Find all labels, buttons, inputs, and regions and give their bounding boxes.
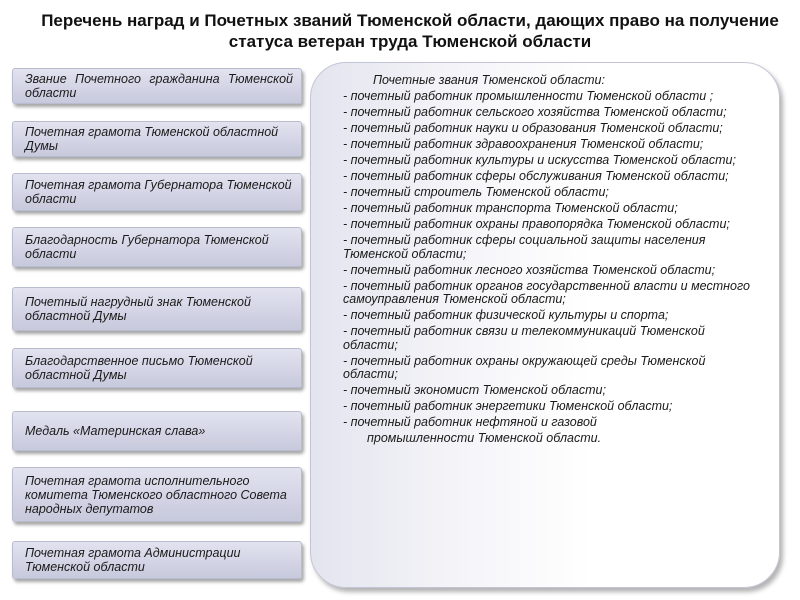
list-item: - почетный работник сферы обслуживания Тюменской области; [343,169,729,184]
award-governor-certificate [12,173,302,211]
list-item: - почетный работник науки и образования Тюменской области; [343,121,723,136]
award-governor-gratitude [12,227,302,267]
award-honorary-citizen [12,68,302,104]
list-item: - почетный работник сельского хозяйства Тюменской области; [343,105,727,120]
award-administration-certificate [12,541,302,579]
award-label: Почетный нагрудный знак Тюменской областной Думы [25,295,251,323]
list-item: - почетный работник физической культуры и спорта; [343,308,669,323]
award-executive-committee-certificate [12,467,302,522]
award-duma-certificate [12,121,302,157]
list-item: - почетный работник лесного хозяйства Тюменской области; [343,262,716,277]
list-item: - почетный работник энергетики Тюменской области; [343,399,673,414]
list-item: - почетный работник органов государственной власти и местного самоуправления Тюменской области; [343,278,750,307]
list-item: - почетный работник промышленности Тюменской области ; [343,89,714,104]
award-maternal-glory-medal [12,411,302,451]
list-item: - почетный работник здравоохранения Тюменской области; [343,137,704,152]
list-item: - почетный работник нефтяной и газовой [343,415,597,430]
award-duma-letter [12,348,302,388]
list-item: - почетный работник охраны окружающей среды Тюменской области; [343,353,706,382]
page-title: Перечень наград и Почетных званий Тюменской области, дающих право на получение статуса ветеран труда Тюменской области [41,11,779,51]
list-item: - почетный работник охраны правопорядка Тюменской области; [343,217,730,232]
list-item: - почетный экономист Тюменской области; [343,383,606,398]
list-item: - почетный работник транспорта Тюменской области; [343,201,678,216]
award-duma-badge [12,287,302,331]
award-label: Благодарственное письмо Тюменской областной Думы [25,354,253,382]
award-label: Медаль «Материнская слава» [25,424,206,438]
list-item: - почетный работник культуры и искусства Тюменской области; [343,153,736,168]
honorary-titles-list [343,90,755,445]
list-item: - почетный строитель Тюменской области; [343,185,609,200]
award-label: Благодарность Губернатора Тюменской области [25,233,269,261]
list-item: - почетный работник сферы социальной защиты населения Тюменской области; [343,233,706,261]
award-label: Звание Почетного гражданина Тюменской области [25,72,293,100]
award-label: Почетная грамота Тюменской областной Думы [25,125,279,153]
honorary-titles-panel [310,62,780,588]
honorary-titles-heading: Почетные звания Тюменской области: [373,73,605,87]
award-label: Почетная грамота исполнительного комитета Тюменского областного Совета народных депутатов [25,473,287,516]
list-item: промышленности Тюменской области. [367,431,602,446]
list-item: - почетный работник связи и телекоммуникаций Тюменской области; [343,324,705,352]
award-label: Почетная грамота Губернатора Тюменской области [25,178,292,206]
award-label: Почетная грамота Администрации Тюменской области [25,546,241,574]
